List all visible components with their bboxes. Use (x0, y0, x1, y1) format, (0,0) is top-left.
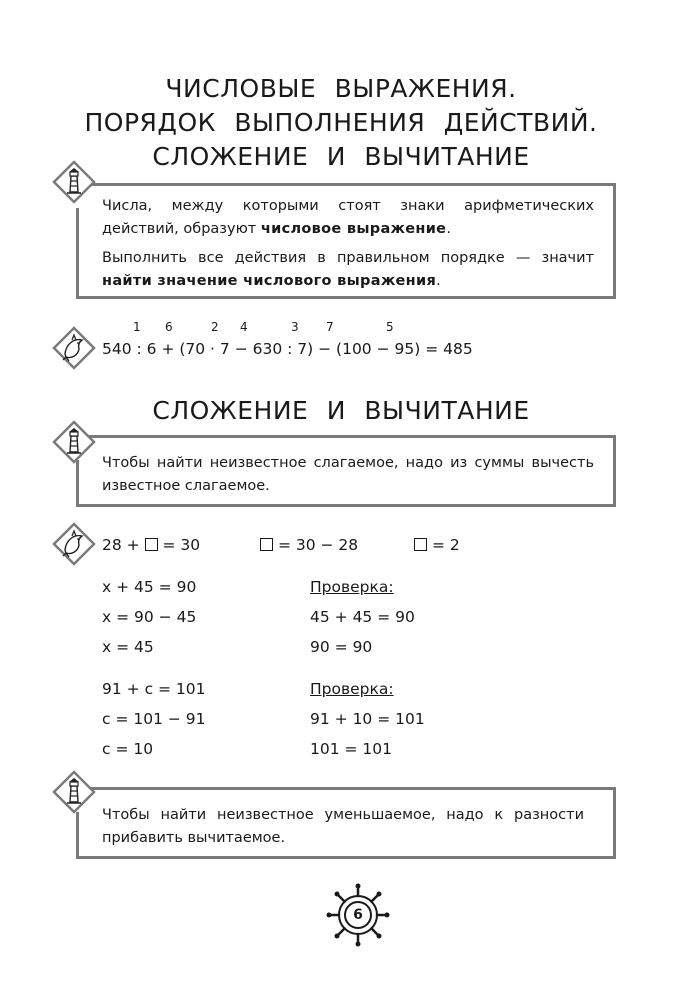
solution-line: x = 90 − 45 (102, 608, 197, 626)
equation-c: = 2 (414, 536, 460, 554)
check-label: Проверка: (310, 578, 394, 596)
check-line: 101 = 101 (310, 740, 393, 758)
order-number-7: 5 (386, 320, 394, 334)
order-number-4: 4 (240, 320, 248, 334)
order-number-2: 6 (165, 320, 173, 334)
unknown-box (260, 538, 273, 551)
check-label: Проверка: (310, 680, 394, 698)
section-title: СЛОЖЕНИЕ И ВЫЧИТАНИЕ (152, 396, 530, 425)
solution-line: 91 + c = 101 (102, 680, 206, 698)
order-number-1: 1 (133, 320, 141, 334)
solution-line: x + 45 = 90 (102, 578, 197, 596)
dolphin-icon (52, 326, 96, 370)
order-number-3: 2 (211, 320, 219, 334)
lighthouse-icon (52, 770, 96, 814)
unknown-box (145, 538, 158, 551)
rule-unknown-minuend-text: Чтобы найти неизвестное уменьшаемое, надо к разности прибавить вычитаемое. (102, 807, 584, 846)
solution-line: c = 101 − 91 (102, 710, 206, 728)
solution-line: c = 10 (102, 740, 154, 758)
numeric-expression: 540 : 6 + (70 · 7 − 630 : 7) − (100 − 95) = 485 (102, 340, 473, 358)
check-line: 45 + 45 = 90 (310, 608, 415, 626)
page-title-line-3: СЛОЖЕНИЕ И ВЫЧИТАНИЕ (152, 142, 530, 171)
unknown-box (414, 538, 427, 551)
order-number-5: 3 (291, 320, 299, 334)
rule-unknown-addend-text: Чтобы найти неизвестное слагаемое, надо из суммы вычесть известное слагаемое. (102, 455, 594, 494)
lighthouse-icon (52, 420, 96, 464)
equation-b: = 30 − 28 (260, 536, 358, 554)
page-title-line-2: ПОРЯДОК ВЫПОЛНЕНИЯ ДЕЙСТВИЙ. (84, 108, 598, 137)
rule-paragraph-2: Выполнить все действия в правильном порядке — значит найти значение числового выражения. (102, 250, 594, 289)
check-line: 90 = 90 (310, 638, 373, 656)
dolphin-icon (52, 522, 96, 566)
lighthouse-icon (52, 160, 96, 204)
order-number-6: 7 (326, 320, 334, 334)
page-title-line-1: ЧИСЛОВЫЕ ВЫРАЖЕНИЯ. (165, 74, 517, 103)
page-number: 6 (344, 901, 372, 929)
check-line: 91 + 10 = 101 (310, 710, 425, 728)
rule-paragraph-1: Числа, между которыми стоят знаки арифметических действий, образуют числовое выражение. (102, 198, 594, 237)
solution-line: x = 45 (102, 638, 154, 656)
equation-a: 28 + = 30 (102, 536, 201, 554)
